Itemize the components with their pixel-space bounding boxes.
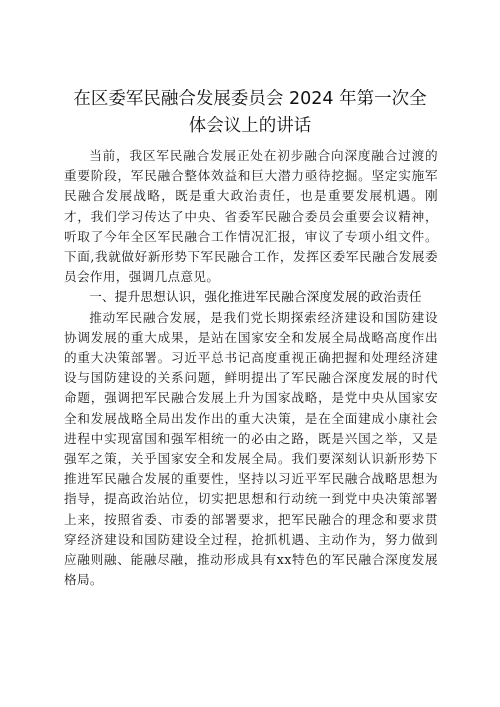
intro-paragraph: 当前，我区军民融合发展正处在初步融合向深度融合过渡的重要阶段，军民融合整体效益和巨大潜力亟待挖掘。坚定实施军民融合发展战略，既是重大政治责任，也是重要发展机遇。刚才，我们学习传达了中央、省委军民融合委员会重要会议精神，听取了今年全区军民融合工作情况汇报，审议了专项小组文件。下面,我就做好新形势下军民融合工作，发挥区委军民融合发展委员会作用，强调几点意见。 xyxy=(64,148,438,285)
document-title-line-2: 体会议上的讲话 xyxy=(188,116,312,136)
document-title-line-1: 在区委军民融合发展委员会 2024 年第一次全 xyxy=(73,89,427,109)
document-body xyxy=(64,146,438,590)
document-title xyxy=(60,86,440,140)
section-heading-1: 一、提升思想认识，强化推进军民融合深度发展的政治责任 xyxy=(89,289,422,305)
section-1-paragraph: 推动军民融合发展，是我们党长期探索经济建设和国防建设协调发展的重大成果，是站在国家安全和发展全局战略高度作出的重大决策部署。习近平总书记高度重视正确把握和处理经济建设与国防建设的关系问题，鲜明提出了军民融合深度发展的时代命题，强调把军民融合发展上升为国家战略，是党中央从国家安全和发展战略全局出发作出的重大决策，是在全面建成小康社会进程中实现富国和强军相统一的必由之路，既是兴国之举，又是强军之策，关乎国家安全和发展全局。我们要深刻认识新形势下推进军民融合发展的重要性，坚持以习近平军民融合战略思想为指导，提高政治站位，切实把思想和行动统一到党中央决策部署上来，按照省委、市委的部署要求，把军民融合的理念和要求贯穿经济建设和国防建设全过程，抢抓机遇、主动作为，努力做到应融则融、能融尽融，推动形成具有xx特色的军民融合深度发展格局。 xyxy=(64,309,438,588)
